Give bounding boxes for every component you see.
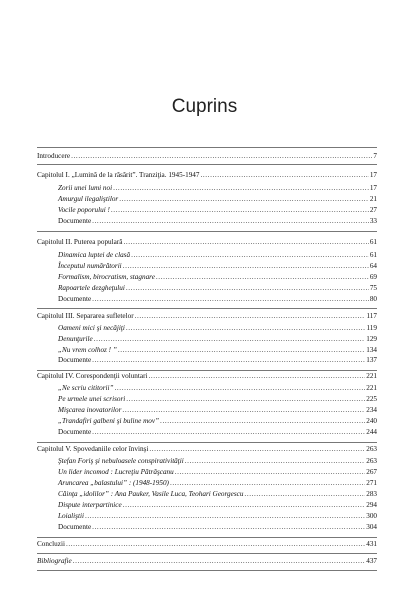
dot-leader bbox=[73, 556, 365, 566]
toc-entry-title: Formalism, birocratism, stagnare bbox=[58, 273, 155, 281]
toc-entry-section[interactable] bbox=[58, 467, 377, 477]
toc-entry-page: 17 bbox=[369, 184, 377, 192]
section-divider bbox=[37, 231, 377, 232]
page-title: Cuprins bbox=[171, 96, 238, 117]
dot-leader bbox=[175, 467, 365, 477]
toc-entry-section[interactable] bbox=[58, 272, 377, 282]
toc-entry-page: 431 bbox=[366, 540, 377, 548]
toc-entry-section[interactable] bbox=[58, 456, 377, 466]
dot-leader bbox=[92, 522, 365, 532]
toc-entry-page: 283 bbox=[366, 490, 377, 498]
dot-leader bbox=[92, 216, 369, 226]
toc-entry-page: 300 bbox=[366, 512, 377, 520]
toc-entry-page: 221 bbox=[366, 384, 377, 392]
toc-entry-documents[interactable] bbox=[58, 522, 377, 532]
dot-leader bbox=[156, 272, 369, 282]
toc-entry-title: „Trandafiri galbeni şi buline mov” bbox=[58, 417, 160, 425]
dot-leader bbox=[94, 334, 365, 344]
dot-leader bbox=[122, 405, 365, 415]
dot-leader bbox=[135, 311, 366, 321]
toc-entry-page: 61 bbox=[369, 251, 377, 259]
toc-entry-title: Bibliografie bbox=[37, 557, 72, 565]
dot-leader bbox=[126, 394, 365, 404]
dot-leader bbox=[244, 489, 365, 499]
toc-entry-title: Pe urmele unei scrisori bbox=[58, 395, 126, 403]
toc-entry-page: 21 bbox=[369, 195, 377, 203]
toc-entry-section[interactable] bbox=[58, 383, 377, 393]
toc-entry-section[interactable] bbox=[58, 323, 377, 333]
dot-leader bbox=[148, 371, 365, 381]
dot-leader bbox=[170, 478, 365, 488]
toc-entry-documents[interactable] bbox=[58, 355, 377, 365]
toc-entry-section[interactable] bbox=[58, 500, 377, 510]
section-divider bbox=[37, 308, 377, 309]
toc-entry-page: 240 bbox=[366, 417, 377, 425]
toc-entry-page: 7 bbox=[373, 152, 377, 160]
toc-entry-chapter-2[interactable] bbox=[37, 237, 377, 247]
toc-entry-title: Mişcarea inovatorilor bbox=[58, 406, 122, 414]
toc-entry-title: „Nu vrem colhoz ! ” bbox=[58, 346, 117, 354]
dot-leader bbox=[92, 427, 365, 437]
toc-entry-title: Documente bbox=[58, 217, 92, 225]
toc-entry-page: 80 bbox=[369, 295, 377, 303]
toc-entry-page: 27 bbox=[369, 206, 377, 214]
section-divider bbox=[37, 553, 377, 554]
toc-entry-documents[interactable] bbox=[58, 427, 377, 437]
toc-entry-page: 221 bbox=[366, 372, 377, 380]
toc-entry-title: Rapoartele dezgheţului bbox=[58, 284, 125, 292]
dot-leader bbox=[111, 205, 369, 215]
dot-leader bbox=[123, 261, 369, 271]
toc-entry-documents[interactable] bbox=[58, 294, 377, 304]
toc-entry-page: 17 bbox=[369, 171, 377, 179]
toc-entry-section[interactable] bbox=[58, 194, 377, 204]
toc-entry-page: 64 bbox=[369, 262, 377, 270]
toc-entry-title: Capitolul I. „Lumină de la răsărit”. Tranziţia. 1945-1947 bbox=[37, 171, 200, 179]
toc-entry-section[interactable] bbox=[58, 489, 377, 499]
toc-entry-section[interactable] bbox=[58, 334, 377, 344]
section-divider bbox=[37, 570, 377, 571]
dot-leader bbox=[92, 294, 369, 304]
toc-entry-documents[interactable] bbox=[58, 216, 377, 226]
toc-entry-concluzii[interactable] bbox=[37, 539, 377, 549]
toc-entry-title: Un lider incomod : Lucreţiu Pătrăşcanu bbox=[58, 468, 174, 476]
toc-entry-chapter-3[interactable] bbox=[37, 311, 377, 321]
toc-entry-title: Documente bbox=[58, 428, 92, 436]
dot-leader bbox=[185, 456, 365, 466]
toc-entry-section[interactable] bbox=[58, 511, 377, 521]
toc-entry-page: 263 bbox=[366, 445, 377, 453]
toc-entry-page: 137 bbox=[366, 356, 377, 364]
toc-entry-title: Dispute interpartinice bbox=[58, 501, 122, 509]
toc-entry-page: 129 bbox=[366, 335, 377, 343]
dot-leader bbox=[71, 151, 372, 161]
toc-entry-title: Vocile poporului ! bbox=[58, 206, 110, 214]
toc-entry-chapter-5[interactable] bbox=[37, 444, 377, 454]
toc-entry-title: Ştefan Foriş şi nebuloasele conspirativităţii bbox=[58, 457, 184, 465]
dot-leader bbox=[66, 539, 365, 549]
dot-leader bbox=[149, 444, 365, 454]
toc-entry-title: Loialiştii bbox=[58, 512, 84, 520]
dot-leader bbox=[123, 237, 368, 247]
section-divider bbox=[37, 147, 377, 148]
toc-entry-page: 271 bbox=[366, 479, 377, 487]
section-divider bbox=[37, 537, 377, 538]
toc-entry-page: 225 bbox=[366, 395, 377, 403]
dot-leader bbox=[160, 416, 365, 426]
toc-entry-section[interactable] bbox=[58, 205, 377, 215]
toc-entry-page: 119 bbox=[366, 324, 377, 332]
toc-entry-title: Căinţa „idolilor” : Ana Pauker, Vasile Luca, Teohari Georgescu bbox=[58, 490, 244, 498]
toc-entry-title: Dinamica luptei de clasă bbox=[58, 251, 131, 259]
toc-entry-title: Denunţurile bbox=[58, 335, 93, 343]
toc-entry-title: Amurgul ilegaliştilor bbox=[58, 195, 119, 203]
toc-entry-bibliografie[interactable] bbox=[37, 556, 377, 566]
toc-entry-page: 437 bbox=[366, 557, 377, 565]
toc-entry-title: Zorii unei lumi noi bbox=[58, 184, 113, 192]
toc-entry-page: 263 bbox=[366, 457, 377, 465]
dot-leader bbox=[118, 345, 365, 355]
toc-entry-page: 304 bbox=[366, 523, 377, 531]
toc-entry-title: Concluzii bbox=[37, 540, 65, 548]
toc-entry-section[interactable] bbox=[58, 416, 377, 426]
toc-entry-page: 134 bbox=[366, 346, 377, 354]
dot-leader bbox=[126, 323, 366, 333]
toc-entry-page: 33 bbox=[369, 217, 377, 225]
toc-entry-title: Oameni mici şi necăjiţi bbox=[58, 324, 125, 332]
dot-leader bbox=[113, 183, 369, 193]
toc-entry-title: „Ne scriu cititorii” bbox=[58, 384, 114, 392]
toc-entry-chapter-1[interactable] bbox=[37, 170, 377, 180]
toc-entry-section[interactable] bbox=[58, 250, 377, 260]
toc-entry-page: 75 bbox=[369, 284, 377, 292]
dot-leader bbox=[115, 383, 366, 393]
toc-entry-section[interactable] bbox=[58, 183, 377, 193]
toc-entry-section[interactable] bbox=[58, 478, 377, 488]
section-divider bbox=[37, 442, 377, 443]
toc-entry-chapter-4[interactable] bbox=[37, 371, 377, 381]
toc-entry-title: Capitolul V. Spovedaniile celor învinşi bbox=[37, 445, 149, 453]
toc-entry-section[interactable] bbox=[58, 261, 377, 271]
toc-entry-title: Aruncarea „balastului” : (1948-1950) bbox=[58, 479, 169, 487]
toc-entry-title: Documente bbox=[58, 295, 92, 303]
dot-leader bbox=[131, 250, 369, 260]
dot-leader bbox=[200, 170, 368, 180]
toc-entry-page: 244 bbox=[366, 428, 377, 436]
toc-entry-title: Capitolul IV. Corespondenţii voluntari bbox=[37, 372, 148, 380]
toc-entry-section[interactable] bbox=[58, 283, 377, 293]
section-divider bbox=[37, 164, 377, 165]
dot-leader bbox=[85, 511, 365, 521]
toc-entry-section[interactable] bbox=[58, 405, 377, 415]
toc-entry-title: Capitolul III. Separarea sufletelor bbox=[37, 312, 134, 320]
toc-entry-title: Documente bbox=[58, 356, 92, 364]
dot-leader bbox=[126, 283, 369, 293]
toc-entry-title: Documente bbox=[58, 523, 92, 531]
toc-entry-page: 61 bbox=[369, 238, 377, 246]
toc-entry-page: 117 bbox=[366, 312, 377, 320]
dot-leader bbox=[119, 194, 369, 204]
toc-entry-page: 234 bbox=[366, 406, 377, 414]
toc-entry-title: Capitolul II. Puterea populară bbox=[37, 238, 123, 246]
toc-entry-section[interactable] bbox=[58, 394, 377, 404]
toc-entry-introducere[interactable] bbox=[37, 151, 377, 161]
toc-entry-page: 294 bbox=[366, 501, 377, 509]
toc-entry-section[interactable] bbox=[58, 345, 377, 355]
toc-entry-page: 267 bbox=[366, 468, 377, 476]
dot-leader bbox=[123, 500, 366, 510]
toc-entry-title: Introducere bbox=[37, 152, 71, 160]
dot-leader bbox=[92, 355, 365, 365]
toc-entry-title: Începutul numărătorii bbox=[58, 262, 122, 270]
toc-entry-page: 69 bbox=[369, 273, 377, 281]
